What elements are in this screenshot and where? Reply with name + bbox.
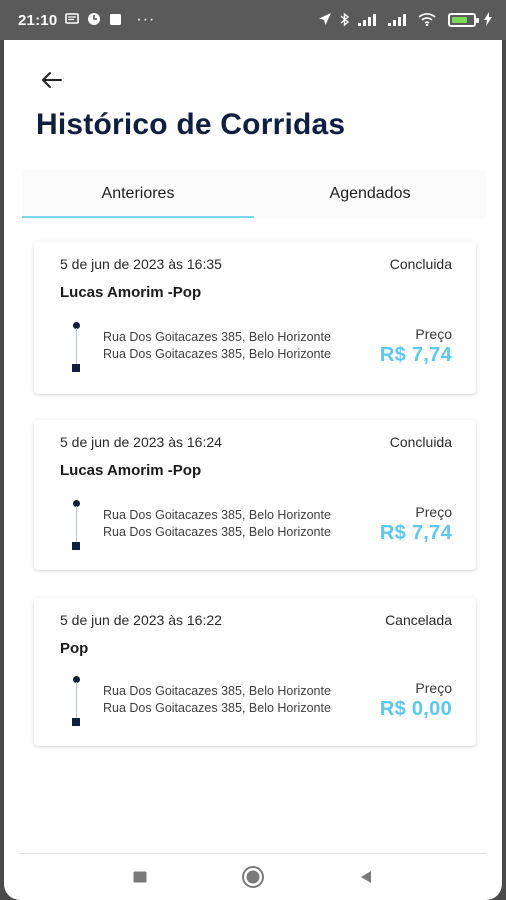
app-screen [4, 40, 502, 900]
more-notifications-icon: ··· [136, 11, 156, 28]
origin-address: Rua Dos Goitacazes 385, Belo Horizonte [103, 684, 331, 698]
circle-icon [241, 865, 265, 889]
route-line [76, 682, 77, 720]
price-label: Preço [415, 504, 452, 520]
system-nav-bar [4, 854, 502, 900]
ride-driver: Lucas Amorim -Pop [60, 462, 202, 479]
signal-icon-1 [358, 13, 380, 28]
price-value: R$ 7,74 [379, 344, 452, 366]
price-label: Preço [415, 326, 452, 342]
status-time: 21:10 [18, 11, 58, 29]
ride-card[interactable] [34, 242, 476, 394]
ride-status: Concluida [389, 434, 452, 450]
origin-address: Rua Dos Goitacazes 385, Belo Horizonte [103, 508, 331, 522]
ride-datetime: 5 de jun de 2023 às 16:35 [60, 256, 222, 272]
destination-square-icon [72, 718, 80, 726]
back-button[interactable] [36, 64, 68, 96]
route-indicator [72, 322, 80, 372]
tab-anteriores[interactable]: Anteriores [22, 170, 254, 218]
route-line [76, 506, 77, 544]
home-button[interactable] [233, 857, 273, 897]
status-left [18, 12, 155, 29]
status-right [318, 12, 492, 29]
app-notification-icon [87, 12, 101, 28]
ride-card[interactable] [34, 598, 476, 746]
signal-icon-2 [388, 13, 410, 28]
square-notification-icon [109, 13, 122, 28]
price-value: R$ 7,74 [379, 522, 452, 544]
square-icon [132, 869, 148, 885]
bluetooth-icon [340, 12, 350, 29]
ride-driver: Lucas Amorim -Pop [60, 284, 202, 301]
page-title: Histórico de Corridas [36, 108, 346, 141]
status-bar [0, 0, 506, 40]
price-value: R$ 0,00 [379, 698, 452, 720]
ride-status: Cancelada [385, 612, 452, 628]
triangle-back-icon [358, 869, 374, 885]
destination-address: Rua Dos Goitacazes 385, Belo Horizonte [103, 525, 331, 539]
destination-square-icon [72, 542, 80, 550]
destination-address: Rua Dos Goitacazes 385, Belo Horizonte [103, 701, 331, 715]
ride-datetime: 5 de jun de 2023 às 16:24 [60, 434, 222, 450]
origin-address: Rua Dos Goitacazes 385, Belo Horizonte [103, 330, 331, 344]
location-icon [318, 12, 332, 28]
destination-square-icon [72, 364, 80, 372]
tab-agendados[interactable]: Agendados [254, 170, 486, 218]
destination-address: Rua Dos Goitacazes 385, Belo Horizonte [103, 347, 331, 361]
price-label: Preço [415, 680, 452, 696]
ride-card[interactable] [34, 420, 476, 570]
arrow-left-icon [40, 68, 64, 92]
recent-apps-button[interactable] [120, 857, 160, 897]
ride-status: Concluida [389, 256, 452, 272]
system-back-button[interactable] [346, 857, 386, 897]
ride-driver: Pop [60, 640, 89, 657]
tabs [22, 170, 486, 218]
route-line [76, 328, 77, 366]
route-indicator [72, 676, 80, 726]
ride-datetime: 5 de jun de 2023 às 16:22 [60, 612, 222, 628]
wifi-icon [418, 12, 436, 28]
message-icon [65, 13, 79, 27]
battery-icon [448, 13, 476, 27]
route-indicator [72, 500, 80, 550]
charging-icon [484, 12, 492, 28]
